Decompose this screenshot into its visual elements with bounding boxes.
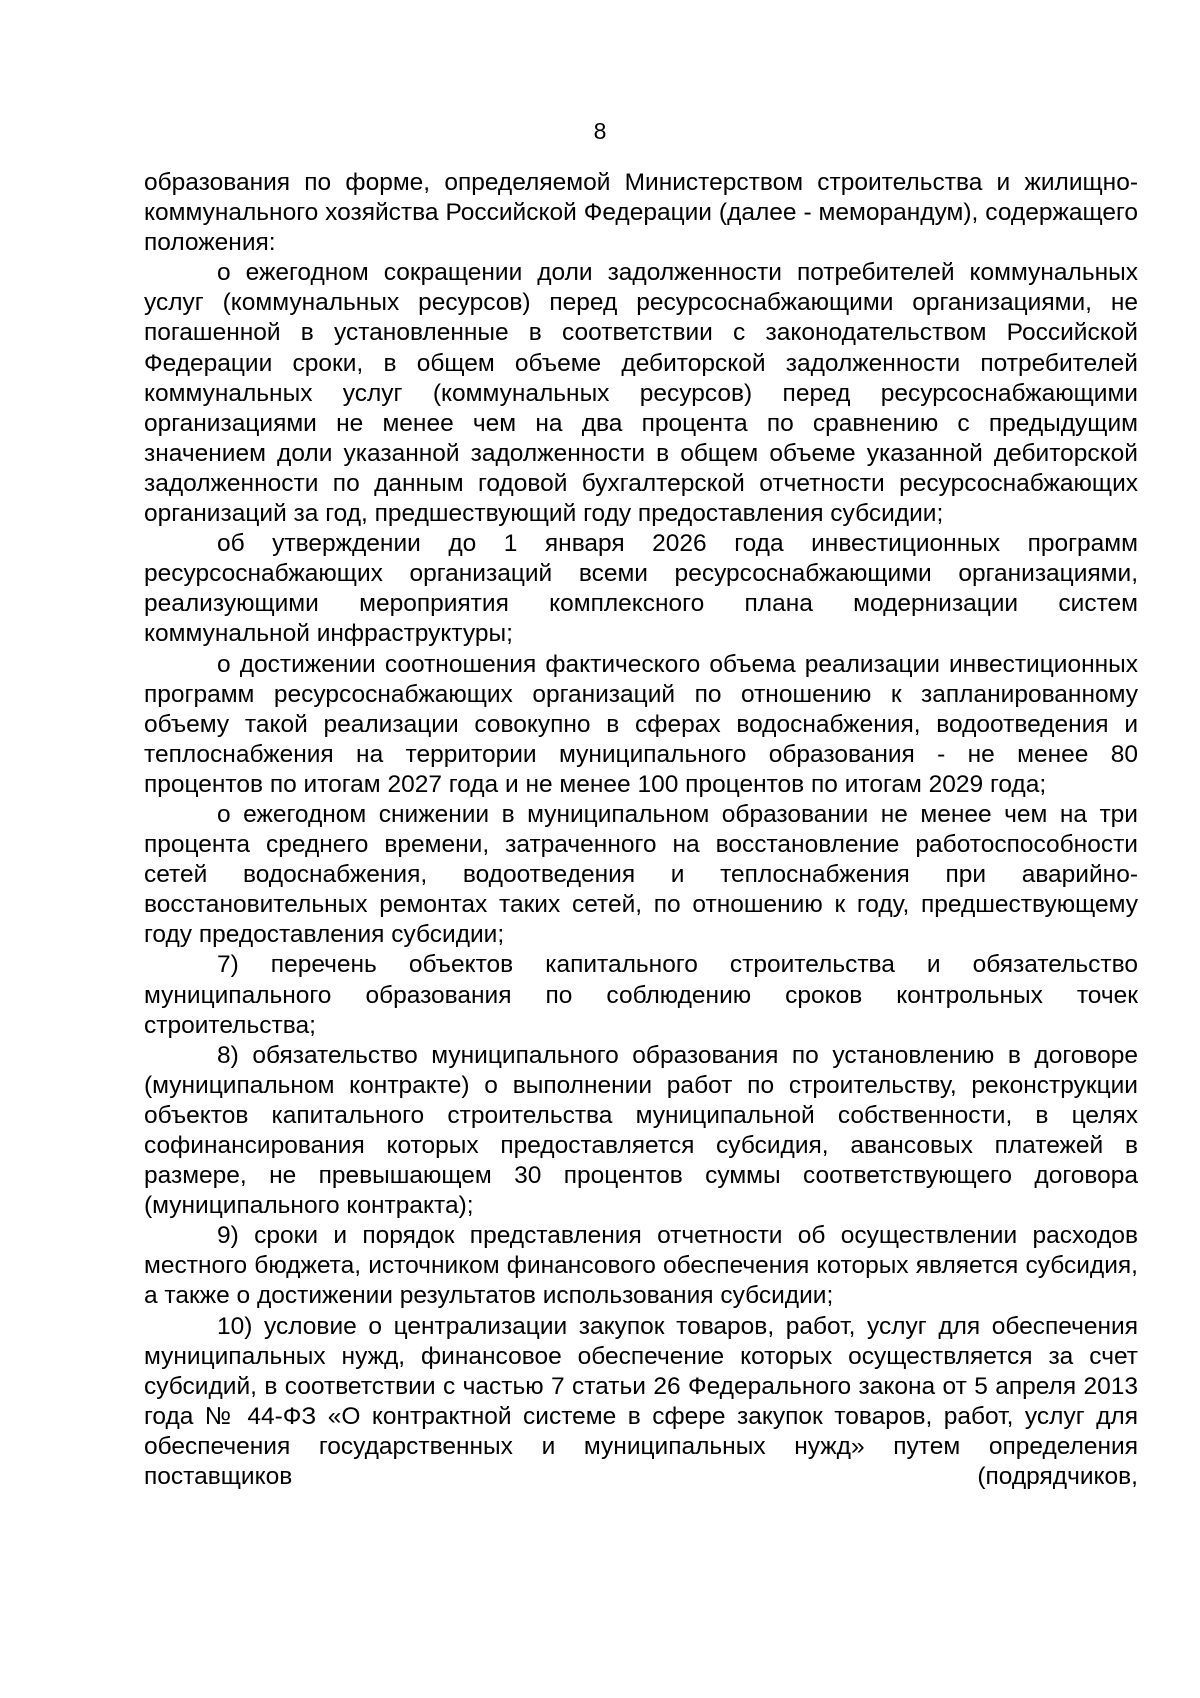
paragraph-item-10: 10) условие о централизации закупок товаров, работ, услуг для обеспечения муниципальных нужд, финансовое обеспечение которых осуществляется за счет субсидий, в соответствии с частью 7 статьи 26 Федерального закона от 5 апреля 2013 года № 44-ФЗ «О контрактной системе в сфере закупок товаров, работ, услуг для обеспечения государственных и муниципальных нужд» путем определения поставщиков (подрядчиков, bbox=[144, 1312, 1138, 1491]
paragraph-repair-time: о ежегодном снижении в муниципальном образовании не менее чем на три процента среднего времени, затраченного на восстановление работоспособности сетей водоснабжения, водоотведения и теплоснабжения при аварийно-восстановительных ремонтах таких сетей, по отношению к году, предшествующему году предоставления субсидии; bbox=[144, 800, 1138, 949]
paragraph-item-8: 8) обязательство муниципального образования по установлению в договоре (муниципальном контракте) о выполнении работ по строительству, реконструкции объектов капитального строительства муниципальной собственности, в целях софинансирования которых предоставляется субсидия, авансовых платежей в размере, не превышающем 30 процентов суммы соответствующего договора (муниципального контракта); bbox=[144, 1041, 1138, 1220]
paragraph-item-7: 7) перечень объектов капитального строительства и обязательство муниципального образования по соблюдению сроков контрольных точек строительства; bbox=[144, 951, 1138, 1039]
paragraph-implementation-ratio: о достижении соотношения фактического объема реализации инвестиционных программ ресурсоснабжающих организаций по отношению к запланированному объему такой реализации совокупно в сферах водоснабжения, водоотведения и теплоснабжения на территории муниципального образования - не менее 80 процентов по итогам 2027 года и не менее 100 процентов по итогам 2029 года; bbox=[144, 650, 1138, 798]
document-body bbox=[144, 168, 1138, 1492]
paragraph-debt-reduction: о ежегодном сокращении доли задолженности потребителей коммунальных услуг (коммунальных ресурсов) перед ресурсоснабжающими организациями, не погашенной в установленные в соответствии с законодательством Российской Федерации сроки, в общем объеме дебиторской задолженности потребителей коммунальных услуг (коммунальных ресурсов) перед ресурсоснабжающими организациями не менее чем на два процента по сравнению с предыдущим значением доли указанной задолженности в общем объеме указанной дебиторской задолженности по данным годовой бухгалтерской отчетности ресурсоснабжающих организаций за год, предшествующий году предоставления субсидии; bbox=[144, 259, 1138, 528]
paragraph-item-9: 9) сроки и порядок представления отчетности об осуществлении расходов местного бюджета, источником финансового обеспечения которых является субсидия, а также о достижении результатов использования субсидии; bbox=[144, 1222, 1138, 1310]
paragraph-investment-programs: об утверждении до 1 января 2026 года инвестиционных программ ресурсоснабжающих организаций всеми ресурсоснабжающими организациями, реализующими мероприятия комплексного плана модернизации систем коммунальной инфраструктуры; bbox=[144, 530, 1138, 648]
page-number: 8 bbox=[593, 118, 607, 144]
paragraph-continuation: образования по форме, определяемой Министерством строительства и жилищно-коммунального хозяйства Российской Федерации (далее - меморандум), содержащего положения: bbox=[144, 169, 1138, 257]
